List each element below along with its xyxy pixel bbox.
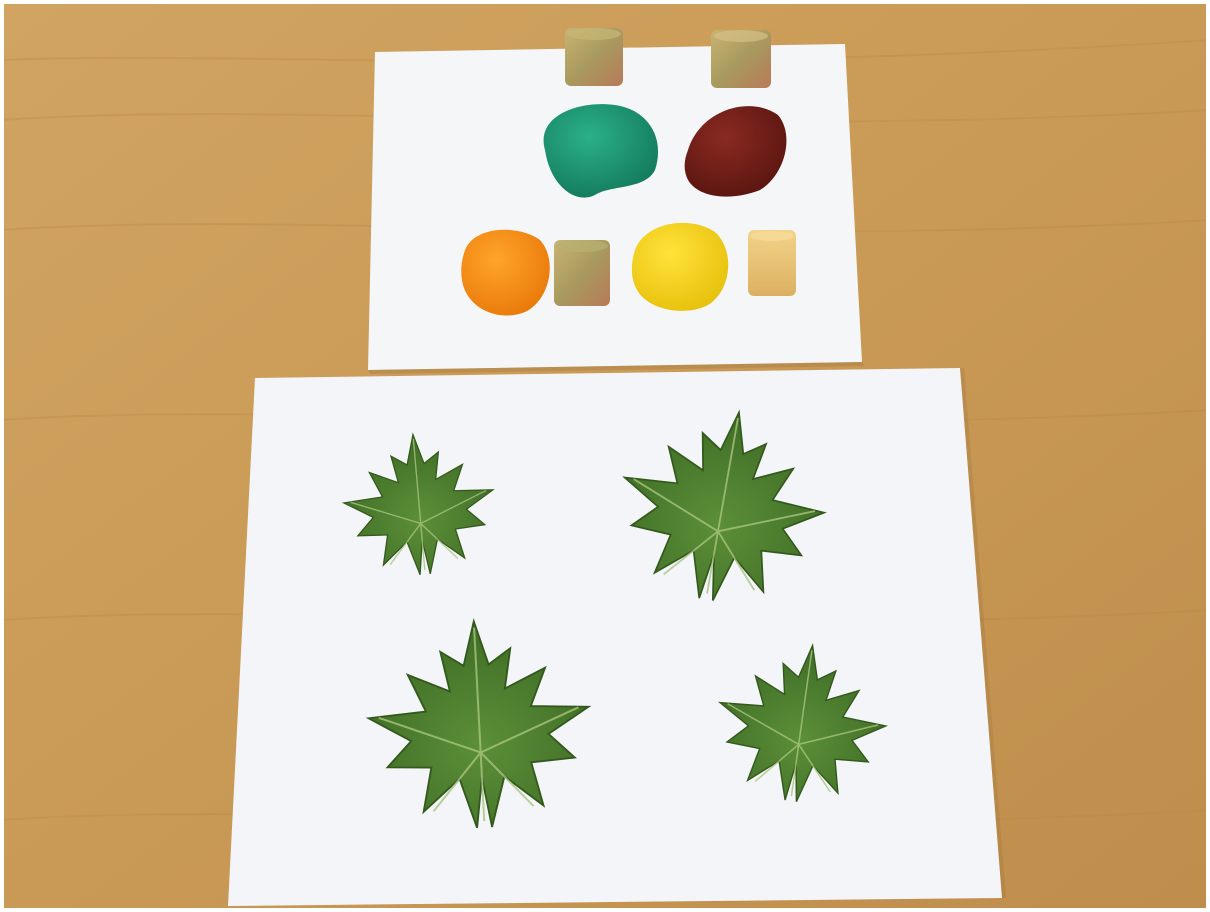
sponge-top-left [565, 28, 623, 86]
palette-paper [368, 44, 862, 370]
sponge-top-right [711, 30, 771, 88]
yellow-paint [632, 223, 728, 311]
orange-paint [461, 230, 550, 316]
sponge-middle [554, 240, 610, 306]
sponge-right [748, 230, 796, 296]
leaves-paper [228, 368, 1002, 906]
